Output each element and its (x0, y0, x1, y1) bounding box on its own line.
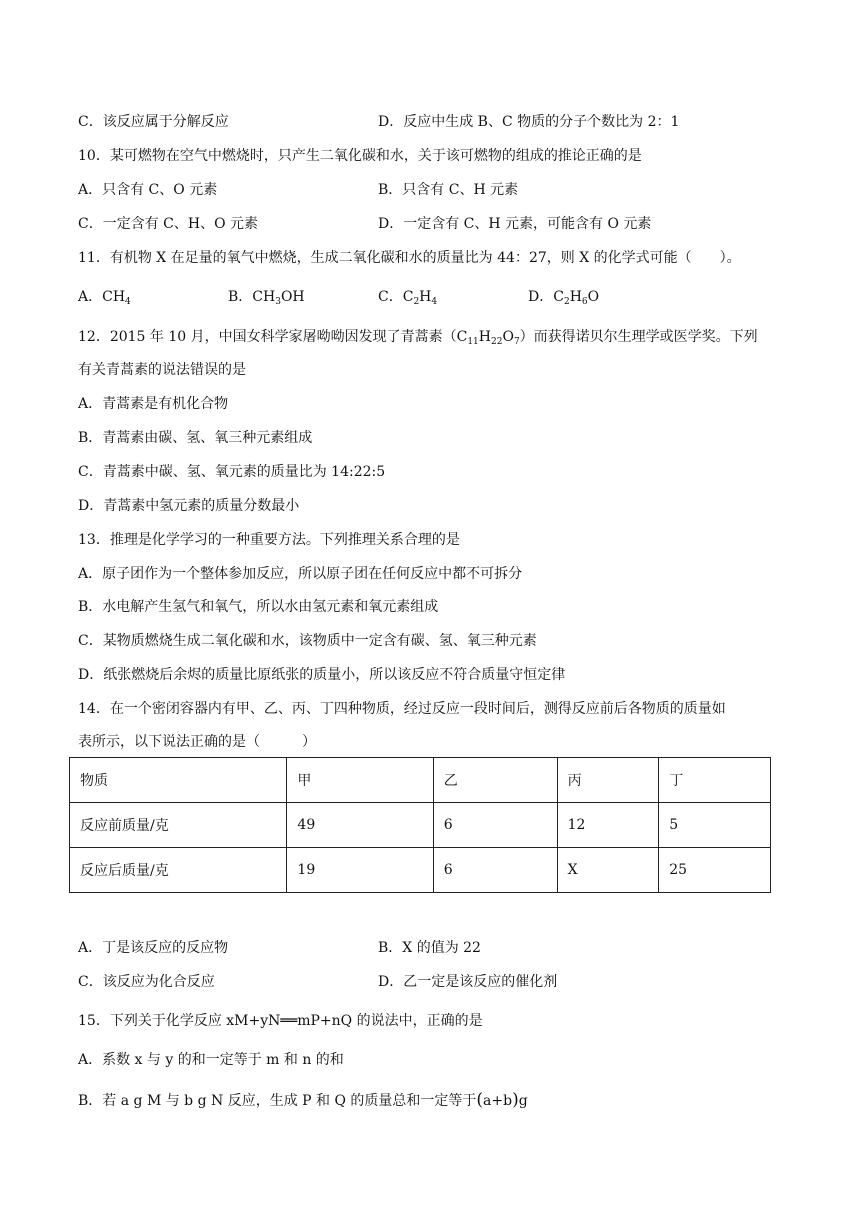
q15-option-a: A．系数 x 与 y 的和一定等于 m 和 n 的和 (78, 1052, 344, 1068)
formula-part: H (569, 289, 582, 305)
table-cell: 反应前质量/克 (70, 803, 287, 848)
q12-option-d: D．青蒿素中氢元素的质量分数最小 (78, 498, 300, 514)
q11-option-b-label: B． (228, 289, 253, 305)
expression: a+b (483, 1093, 513, 1109)
q11-option-d (528, 288, 599, 306)
table-cell: 乙 (433, 758, 557, 803)
q11-option-d-label: D． (528, 289, 554, 305)
formula-subscript: 4 (431, 297, 438, 307)
q14-stem-line1: 14．在一个密闭容器内有甲、乙、丙、丁四种物质，经过反应一段时间后，测得反应前后各物质的质量如 (78, 701, 726, 717)
q10-option-a: A．只含有 C、O 元素 (78, 182, 218, 198)
formula-part: O (502, 329, 514, 345)
unit: g (518, 1093, 528, 1109)
left-paren: ( (476, 1090, 484, 1110)
q15-option-b (78, 1091, 528, 1110)
q10-option-c: C．一定含有 C、H、O 元素 (78, 216, 259, 232)
table-cell: 19 (287, 848, 433, 893)
table-cell: 6 (433, 848, 557, 893)
formula-part: O (587, 289, 600, 305)
q10-option-d: D．一定含有 C、H 元素，可能含有 O 元素 (378, 216, 652, 232)
q14-option-a: A．丁是该反应的反应物 (78, 940, 229, 956)
formula-subscript: 7 (513, 337, 520, 347)
q12-option-a: A．青蒿素是有机化合物 (78, 396, 229, 412)
q14-option-d: D．乙一定是该反应的催化剂 (378, 974, 558, 990)
q14-option-b: B．X 的值为 22 (378, 940, 481, 956)
formula-part: H (478, 329, 491, 345)
q13-option-c: C．某物质燃烧生成二氧化碳和水，该物质中一定含有碳、氢、氧三种元素 (78, 633, 537, 649)
formula-subscript: 22 (491, 337, 503, 347)
table-cell: 25 (659, 848, 771, 893)
formula-part: C (402, 289, 414, 305)
q12-stem (78, 328, 758, 346)
formula-part: CH (252, 289, 276, 305)
formula-subscript: 2 (563, 297, 570, 307)
q15-option-b-text: B．若 a g M 与 b g N 反应，生成 P 和 Q 的质量总和一定等于 (78, 1093, 477, 1109)
q13-option-a: A．原子团作为一个整体参加反应，所以原子团在任何反应中都不可拆分 (78, 566, 523, 582)
table-cell: 49 (287, 803, 433, 848)
table-cell: X (557, 848, 659, 893)
formula-subscript: 3 (275, 297, 281, 307)
q10-option-b: B．只含有 C、H 元素 (378, 182, 519, 198)
q9-option-c: C．该反应属于分解反应 (78, 114, 229, 130)
q12-stem-post: ）而获得诺贝尔生理学或医学奖。下列 (519, 329, 758, 345)
table-cell: 5 (659, 803, 771, 848)
q11-option-a (78, 288, 131, 306)
q13-stem: 13．推理是化学学习的一种重要方法。下列推理关系合理的是 (78, 532, 460, 548)
q13-option-d: D．纸张燃烧后余烬的质量比原纸张的质量小，所以该反应不符合质量守恒定律 (78, 667, 566, 683)
q10-stem: 10．某可燃物在空气中燃烧时，只产生二氧化碳和水，关于该可燃物的组成的推论正确的是 (78, 148, 642, 164)
table-cell: 12 (557, 803, 659, 848)
table-cell: 丙 (557, 758, 659, 803)
table-cell: 甲 (287, 758, 433, 803)
table-header-row (70, 758, 771, 803)
q11-option-c-label: C． (378, 289, 403, 305)
q15-stem: 15．下列关于化学反应 xM+yN══mP+nQ 的说法中，正确的是 (78, 1013, 483, 1029)
mass-table (69, 757, 771, 893)
q12-option-b: B．青蒿素由碳、氢、氧三种元素组成 (78, 430, 313, 446)
formula-subscript: 6 (581, 297, 588, 307)
table-cell: 反应后质量/克 (70, 848, 287, 893)
q9-option-d: D．反应中生成 B、C 物质的分子个数比为 2：1 (378, 114, 680, 130)
q11-option-a-label: A． (78, 289, 103, 305)
formula-subscript: 4 (125, 297, 131, 307)
q12-stem-line2: 有关青蒿素的说法错误的是 (78, 362, 246, 378)
q14-stem-line2: 表所示，以下说法正确的是（ ） (78, 734, 316, 750)
table-cell: 物质 (70, 758, 287, 803)
q14-option-c: C．该反应为化合反应 (78, 974, 215, 990)
formula-part: OH (280, 289, 305, 305)
q11-stem: 11．有机物 X 在足量的氧气中燃烧，生成二氧化碳和水的质量比为 44：27，则 X 的化学式可能（ ）。 (78, 250, 741, 266)
table-row (70, 803, 771, 848)
table-cell: 丁 (659, 758, 771, 803)
table-row (70, 848, 771, 893)
formula-part: H (419, 289, 432, 305)
q11-option-b (228, 288, 305, 306)
q12-option-c: C．青蒿素中碳、氢、氧元素的质量比为 14:22:5 (78, 464, 386, 480)
formula-part: CH (102, 289, 126, 305)
q12-stem-pre: 12．2015 年 10 月，中国女科学家屠呦呦因发现了青蒿素（C (78, 329, 468, 345)
formula-subscript: 11 (467, 337, 479, 347)
right-paren: ) (512, 1090, 519, 1110)
formula-subscript: 2 (413, 297, 420, 307)
q13-option-b: B．水电解产生氢气和氧气，所以水由氢元素和氧元素组成 (78, 599, 439, 615)
q11-option-c (378, 288, 437, 306)
table-cell: 6 (433, 803, 557, 848)
formula-part: C (553, 289, 564, 305)
